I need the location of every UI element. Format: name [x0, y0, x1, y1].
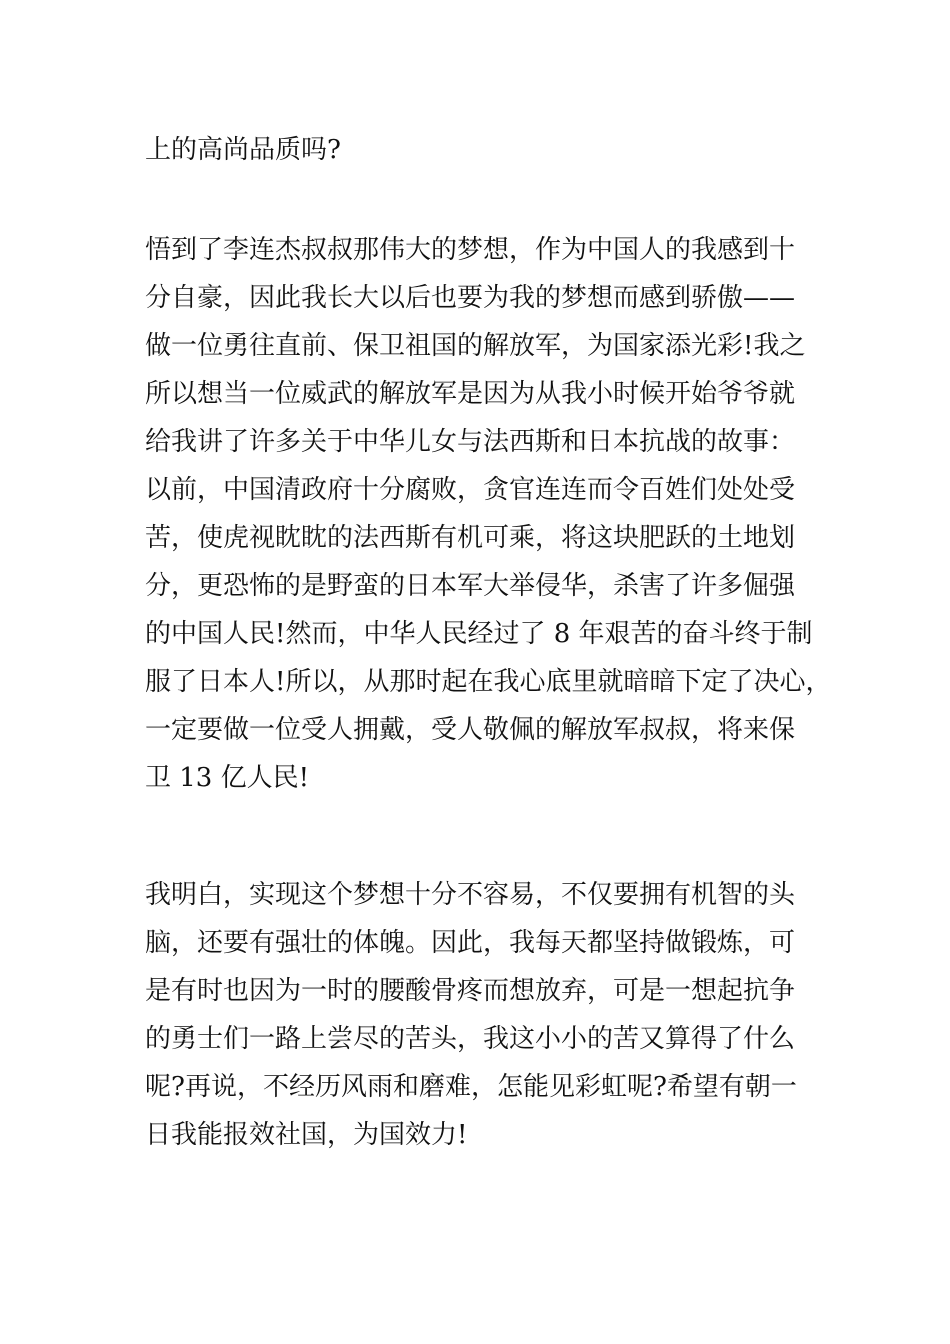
paragraph-2-line-4: 所以想当一位威武的解放军是因为从我小时候开始爷爷就 — [145, 379, 796, 409]
paragraph-2-line-2: 分自豪，因此我长大以后也要为我的梦想而感到骄傲—— — [145, 283, 796, 313]
paragraph-3-line-5: 呢?再说，不经历风雨和磨难，怎能见彩虹呢?希望有朝一 — [145, 1072, 797, 1102]
paragraph-2-line-11: 一定要做一位受人拥戴，受人敬佩的解放军叔叔，将来保 — [145, 715, 796, 745]
paragraph-2-line-5: 给我讲了许多关于中华儿女与法西斯和日本抗战的故事： — [145, 427, 796, 457]
paragraph-3-line-1: 我明白，实现这个梦想十分不容易，不仅要拥有机智的头 — [145, 880, 796, 910]
paragraph-3-line-3: 是有时也因为一时的腰酸骨疼而想放弃，可是一想起抗争 — [145, 976, 796, 1006]
paragraph-3-line-2: 脑，还要有强壮的体魄。因此，我每天都坚持做锻炼，可 — [145, 928, 796, 958]
paragraph-2-line-9: 的中国人民!然而，中华人民经过了 8 年艰苦的奋斗终于制 — [145, 619, 813, 649]
paragraph-1-line-1: 上的高尚品质吗? — [145, 135, 341, 165]
paragraph-2-line-6: 以前，中国清政府十分腐败，贪官连连而令百姓们处处受 — [145, 475, 796, 505]
paragraph-2-line-3: 做一位勇往直前、保卫祖国的解放军，为国家添光彩!我之 — [145, 331, 806, 361]
paragraph-2-line-8: 分，更恐怖的是野蛮的日本军大举侵华，杀害了许多倔强 — [145, 571, 796, 601]
paragraph-2-line-10: 服了日本人!所以，从那时起在我心底里就暗暗下定了决心， — [145, 667, 832, 697]
paragraph-3-line-6: 日我能报效社国，为国效力! — [145, 1120, 468, 1150]
paragraph-3-line-4: 的勇士们一路上尝尽的苦头，我这小小的苦又算得了什么 — [145, 1024, 796, 1054]
paragraph-2-line-12: 卫 13 亿人民! — [145, 763, 310, 793]
paragraph-2-line-7: 苦，使虎视眈眈的法西斯有机可乘，将这块肥跃的土地划 — [145, 523, 796, 553]
paragraph-2-line-1: 悟到了李连杰叔叔那伟大的梦想，作为中国人的我感到十 — [145, 235, 796, 265]
